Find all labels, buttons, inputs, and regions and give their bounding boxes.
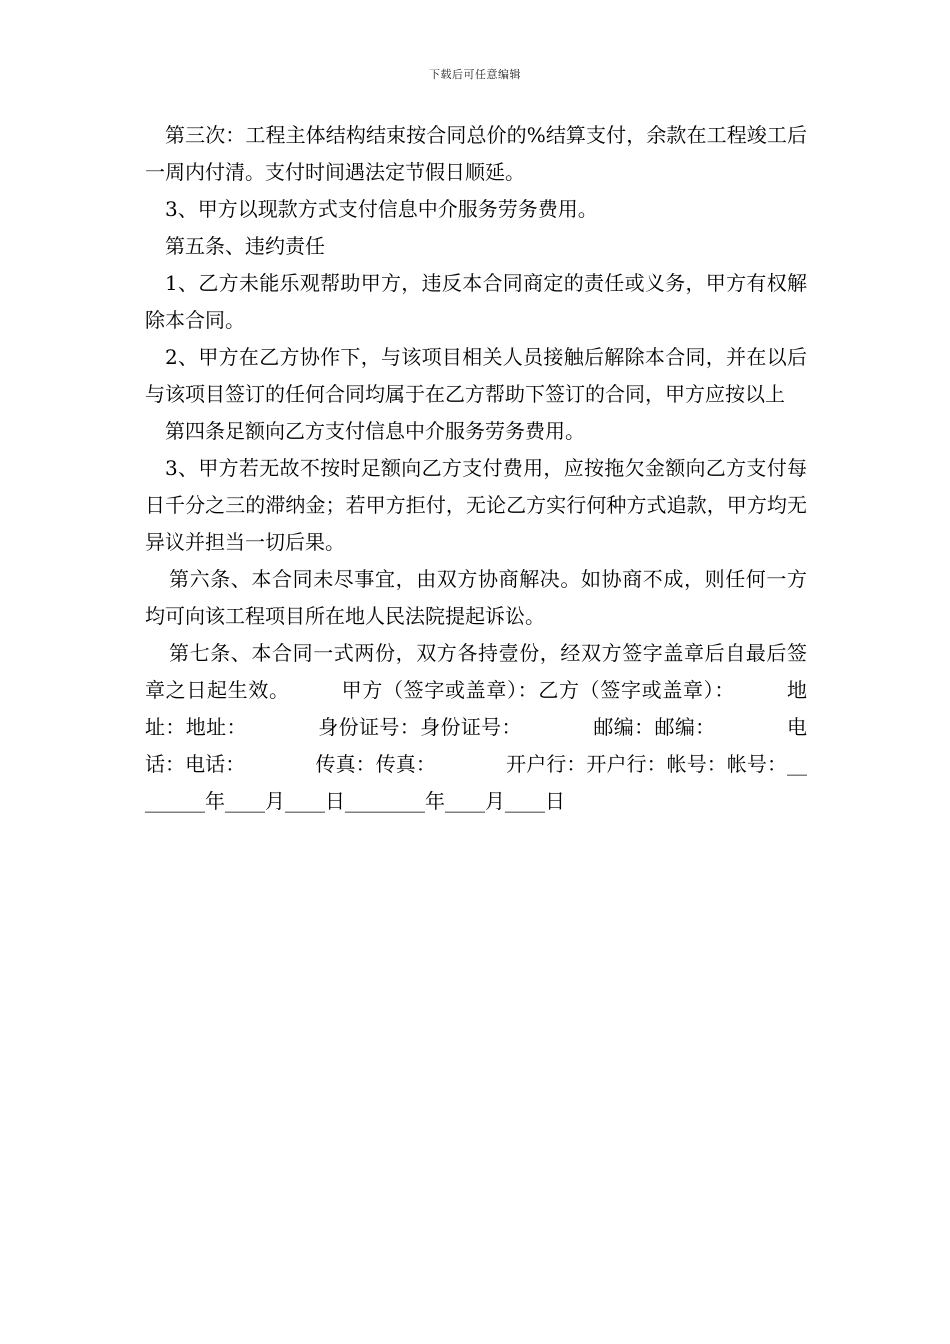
paragraph-article-six: 第六条、本合同未尽事宜，由双方协商解决。如协商不成，则任何一方均可向该工程项目所在地人民法院提起诉讼。 [145, 567, 807, 628]
paragraph-article-four: 第四条足额向乙方支付信息中介服务劳务费用。 [165, 419, 585, 443]
paragraph-article-seven-signatures: 第七条、本合同一式两份，双方各持壹份，经双方签字盖章后自最后签章之日起生效。 甲方（签字或盖章）：乙方（签字或盖章）： 地址：地址： 身份证号：身份证号： 邮编：邮编： 电话：电话： 传真：传真： 开户行：开户行：帐号：帐号：________年____月____日________年____月____日 [145, 641, 807, 813]
paragraph-breach-3: 3、甲方若无故不按时足额向乙方支付费用，应按拖欠金额向乙方支付每日千分之三的滞纳金；若甲方拒付，无论乙方实行何种方式追款，甲方均无异议并担当一切后果。 [145, 456, 807, 554]
paragraph-breach-2: 2、甲方在乙方协作下，与该项目相关人员接触后解除本合同，并在以后与该项目签订的任何合同均属于在乙方帮助下签订的合同，甲方应按以上 [145, 345, 807, 406]
document-body [145, 117, 807, 820]
paragraph-breach-1: 1、乙方未能乐观帮助甲方，违反本合同商定的责任或义务，甲方有权解除本合同。 [145, 271, 807, 332]
page-header-note: 下载后可任意编辑 [429, 68, 521, 81]
paragraph-third-payment: 第三次：工程主体结构结束按合同总价的%结算支付，余款在工程竣工后一周内付清。支付时间遇法定节假日顺延。 [145, 123, 807, 184]
paragraph-cash-payment: 3、甲方以现款方式支付信息中介服务劳务费用。 [165, 197, 598, 221]
section-heading-breach: 第五条、违约责任 [165, 234, 325, 258]
